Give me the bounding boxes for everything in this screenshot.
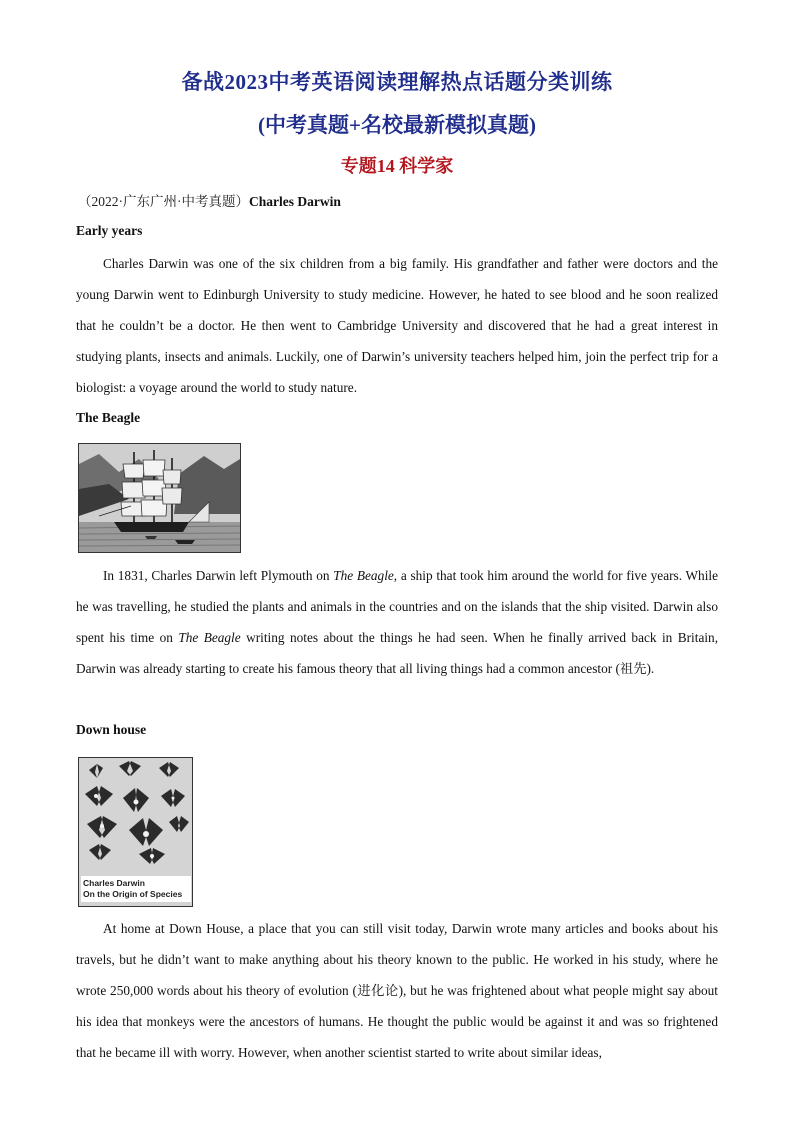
book-author: Charles Darwin [83, 878, 145, 888]
document-subtitle: (中考真题+名校最新模拟真题) [258, 113, 536, 137]
topic-title: 专题14 科学家 [340, 156, 454, 176]
ship-engraving-image [79, 444, 240, 552]
section-heading-beagle: The Beagle [76, 410, 141, 425]
section-heading-down-house: Down house [76, 722, 147, 737]
paragraph-text-part3: writing notes about the things he had seen. When he finally arrived back in Britain, Darwin was already starting to create his famous theory that all living things had a common ancestor (祖先). [76, 630, 719, 676]
section-heading-early-years: Early years [76, 223, 143, 238]
paragraph-text-part1: In 1831, Charles Darwin left Plymouth on [103, 568, 334, 583]
paragraph-beagle [76, 560, 718, 684]
book-title: On the Origin of Species [83, 889, 183, 899]
book-caption [81, 876, 191, 902]
source-prefix: （2022·广东广州·中考真题） [78, 194, 249, 209]
ship-name: The Beagle [178, 630, 241, 645]
paragraph-early-years [76, 248, 718, 403]
ship-name: The Beagle [333, 568, 394, 583]
article-title: Charles Darwin [249, 194, 341, 209]
source-line [78, 190, 341, 210]
paragraph-text: Charles Darwin was one of the six children from a big family. His grandfather and father were doctors and the young Darwin went to Edinburgh University to study medicine. However, he hated to see blood and he soon realized that he couldn’t be a doctor. He then went to Cambridge University and discovered that he had a great interest in studying plants, insects and animals. Luckily, one of Darwin’s university teachers helped him, join the perfect trip for a biologist: a voyage around the world to study nature. [76, 256, 718, 395]
document-title: 备战2023中考英语阅读理解热点话题分类训练 [181, 70, 613, 94]
book-cover-image [78, 757, 193, 907]
paragraph-text-part2: , a ship that took him around the world for five years. While he was travelling, he studied the plants and animals in the countries and on the islands that the ship visited. Darwin also spent his time on [76, 568, 718, 645]
ship-illustration [78, 443, 241, 553]
paragraph-down-house [76, 913, 718, 1068]
paragraph-text: At home at Down House, a place that you can still visit today, Darwin wrote many articles and books about his travels, but he didn’t want to make anything about his theory known to the public. He worked in his study, where he wrote 250,000 words about his theory of evolution (进化论), but he was frightened about what people might say about his idea that monkeys were the ancestors of humans. He thought the public would be against it and was so frightened that he became ill with worry. However, when another scientist started to write about similar ideas, [76, 921, 718, 1060]
